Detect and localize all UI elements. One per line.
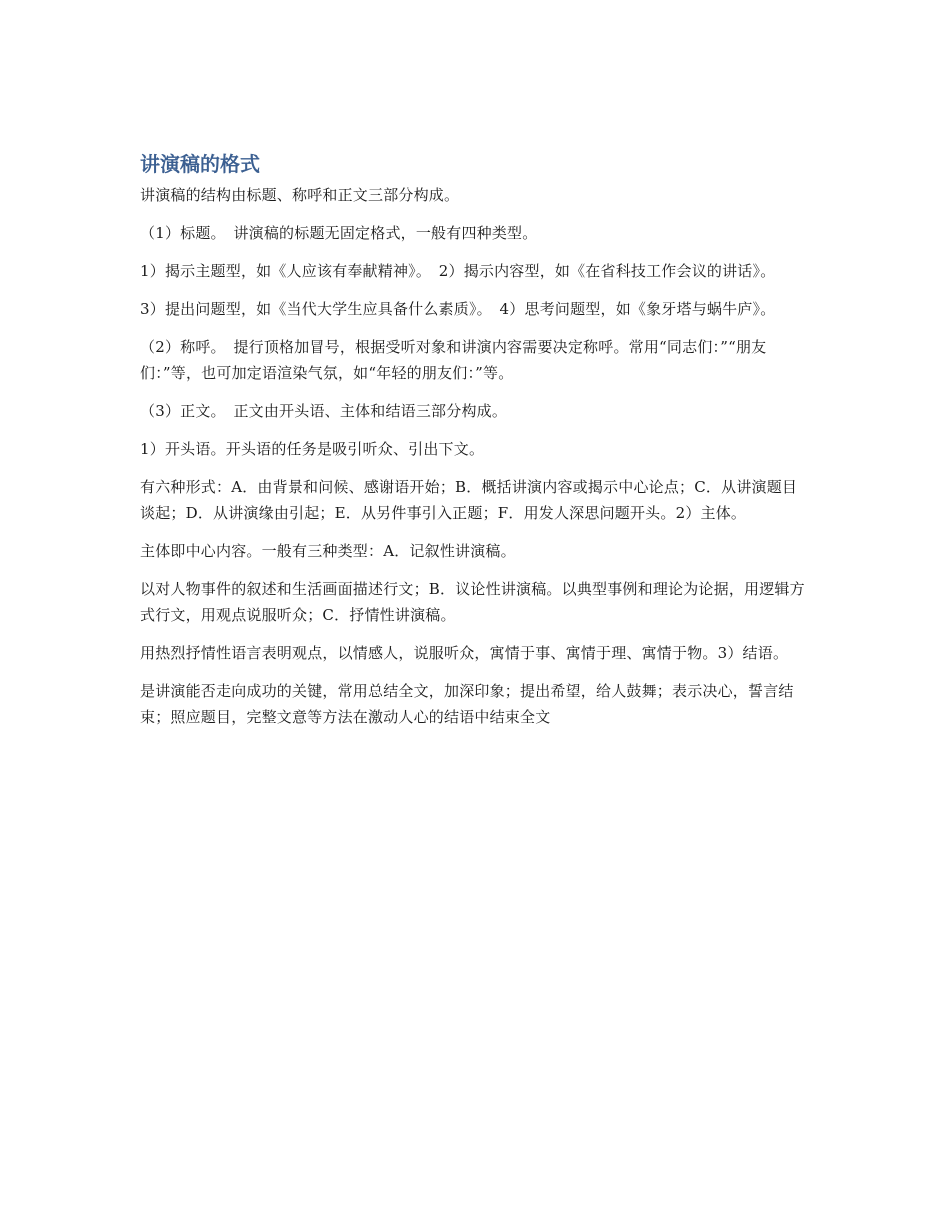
paragraph-lyrical: 用热烈抒情性语言表明观点，以情感人，说服听众，寓情于事、寓情于理、寓情于物。3）结语。 <box>140 644 789 662</box>
paragraph-opening-forms: 有六种形式：A．由背景和问候、感谢语开始；B．概括讲演内容或揭示中心论点；C．从讲演题目谈起；D．从讲演缘由引起；E．从另件事引入正题；F．用发人深思问题开头。2）主体。 <box>140 478 798 522</box>
paragraph-body-section: （3）正文。 正文由开头语、主体和结语三部分构成。 <box>140 402 508 420</box>
document-page <box>140 150 812 742</box>
paragraph-title-types-3-4: 3）提出问题型，如《当代大学生应具备什么素质》。 4）思考问题型，如《象牙塔与蜗牛庐》。 <box>140 300 776 318</box>
document-title: 讲演稿的格式 <box>140 152 260 176</box>
paragraph-opening: 1）开头语。开头语的任务是吸引听众、引出下文。 <box>140 440 485 458</box>
paragraph-title-types-1-2: 1）揭示主题型，如《人应该有奉献精神》。 2）揭示内容型，如《在省科技工作会议的讲话》。 <box>140 262 776 280</box>
paragraph-main-body-types: 主体即中心内容。一般有三种类型：A．记叙性讲演稿。 <box>140 542 516 560</box>
paragraph-title-section: （1）标题。 讲演稿的标题无固定格式，一般有四种类型。 <box>140 224 538 242</box>
paragraph-main-body-desc: 以对人物事件的叙述和生活画面描述行文；B．议论性讲演稿。以典型事例和理论为论据，用逻辑方式行文，用观点说服听众；C．抒情性讲演稿。 <box>140 580 805 624</box>
paragraph-conclusion: 是讲演能否走向成功的关键，常用总结全文，加深印象；提出希望，给人鼓舞；表示决心，誓言结束；照应题目，完整文意等方法在激动人心的结语中结束全文 <box>140 682 794 726</box>
paragraph-structure: 讲演稿的结构由标题、称呼和正文三部分构成。 <box>140 186 460 204</box>
paragraph-salutation: （2）称呼。 提行顶格加冒号，根据受听对象和讲演内容需要决定称呼。常用“同志们：”“朋友们：”等，也可加定语渲染气氛，如“年轻的朋友们：”等。 <box>140 338 767 382</box>
